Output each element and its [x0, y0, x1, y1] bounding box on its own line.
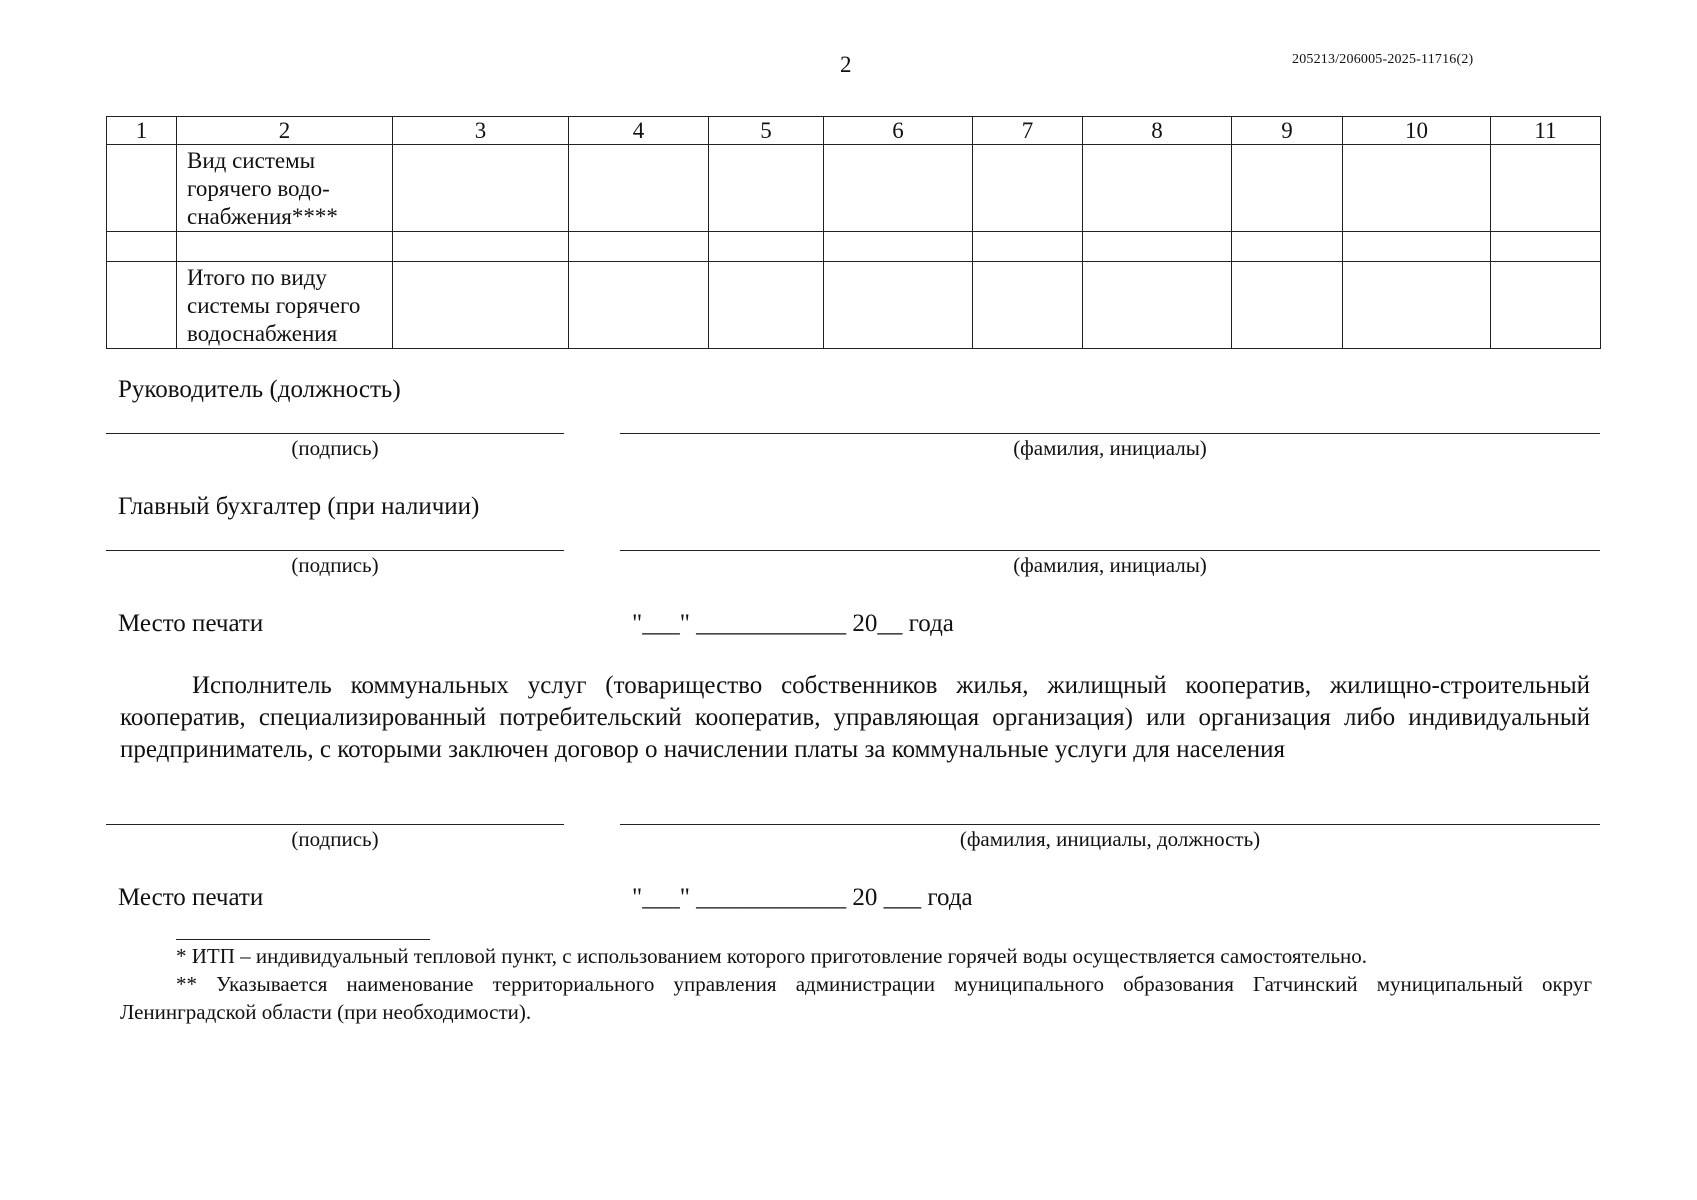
page-number: 2 — [840, 52, 852, 77]
accountant-signature-line[interactable] — [106, 550, 564, 551]
head-name-caption: (фамилия, инициалы) — [1013, 436, 1207, 460]
table-cell[interactable] — [569, 232, 709, 262]
row-label — [177, 232, 393, 262]
column-number: 7 — [973, 117, 1083, 145]
stamp-label: Место печати — [118, 884, 264, 911]
table-cell[interactable] — [1083, 262, 1232, 349]
head-signature-caption: (подпись) — [291, 436, 379, 460]
table-cell[interactable] — [393, 232, 569, 262]
table-cell[interactable] — [569, 145, 709, 232]
table-cell[interactable] — [709, 232, 824, 262]
row-label: Итого по виду системы горячего водоснабжения — [177, 262, 393, 349]
table-cell[interactable] — [973, 232, 1083, 262]
footnote: ** Указывается наименование территориального управления администрации муниципального образования Гатчинский муниципальный округ Ленинградской области (при необходимости). — [120, 972, 1592, 1024]
table-cell[interactable] — [393, 262, 569, 349]
table-cell[interactable] — [824, 232, 973, 262]
table-cell[interactable] — [973, 262, 1083, 349]
accountant-name-caption: (фамилия, инициалы) — [1013, 553, 1207, 577]
table-cell[interactable] — [1232, 262, 1343, 349]
column-number: 10 — [1343, 117, 1491, 145]
column-number: 3 — [393, 117, 569, 145]
table-cell[interactable] — [1232, 145, 1343, 232]
report-table — [106, 116, 1601, 349]
table-row — [107, 145, 1601, 232]
table-cell[interactable] — [709, 262, 824, 349]
footnote: * ИТП – индивидуальный тепловой пункт, с использованием которого приготовление горячей воды осуществляется самостоятельно. — [176, 944, 1368, 968]
table-cell[interactable] — [709, 145, 824, 232]
table-cell[interactable] — [569, 262, 709, 349]
accountant-name-line[interactable] — [620, 550, 1600, 551]
table-cell[interactable] — [824, 145, 973, 232]
column-number: 1 — [107, 117, 177, 145]
table-header-row — [107, 117, 1601, 145]
table-cell[interactable] — [1343, 145, 1491, 232]
table-cell[interactable] — [1491, 232, 1601, 262]
table-cell[interactable] — [1491, 262, 1601, 349]
executor-signature-caption: (подпись) — [291, 827, 379, 851]
date-field[interactable]: "___" ____________ 20__ года — [632, 610, 954, 637]
table-cell[interactable] — [107, 145, 177, 232]
table-row — [107, 232, 1601, 262]
table-cell[interactable] — [1343, 262, 1491, 349]
table-cell[interactable] — [824, 262, 973, 349]
table-cell[interactable] — [1232, 232, 1343, 262]
column-number: 2 — [177, 117, 393, 145]
head-signature-line[interactable] — [106, 433, 564, 434]
accountant-title: Главный бухгалтер (при наличии) — [118, 493, 480, 520]
column-number: 6 — [824, 117, 973, 145]
date-field[interactable]: "___" ____________ 20 ___ года — [632, 884, 973, 911]
table-cell[interactable] — [107, 262, 177, 349]
column-number: 8 — [1083, 117, 1232, 145]
column-number: 9 — [1232, 117, 1343, 145]
table-cell[interactable] — [1083, 232, 1232, 262]
executor-paragraph: Исполнитель коммунальных услуг (товарищество собственников жилья, жилищный кооператив, жилищно-строительный кооператив, специализированный потребительский кооператив, управляющая организация) или организация либо индивидуальный предприниматель, с которыми заключен договор о начислении платы за коммунальные услуги для населения — [120, 672, 1590, 763]
executor-signature-line[interactable] — [106, 824, 564, 825]
executor-name-line[interactable] — [620, 824, 1600, 825]
table-cell[interactable] — [393, 145, 569, 232]
head-title: Руководитель (должность) — [118, 376, 401, 403]
head-name-line[interactable] — [620, 433, 1600, 434]
table-row — [107, 262, 1601, 349]
stamp-label: Место печати — [118, 610, 264, 637]
column-number: 11 — [1491, 117, 1601, 145]
document-id: 205213/206005-2025-11716(2) — [1292, 52, 1474, 67]
accountant-signature-caption: (подпись) — [291, 553, 379, 577]
table-cell[interactable] — [107, 232, 177, 262]
column-number: 4 — [569, 117, 709, 145]
footnote-divider — [176, 939, 430, 940]
table-cell[interactable] — [1491, 145, 1601, 232]
table-cell[interactable] — [1083, 145, 1232, 232]
column-number: 5 — [709, 117, 824, 145]
row-label: Вид системы горячего водо- снабжения**** — [177, 145, 393, 232]
table-cell[interactable] — [973, 145, 1083, 232]
table-cell[interactable] — [1343, 232, 1491, 262]
executor-name-caption: (фамилия, инициалы, должность) — [959, 827, 1261, 851]
